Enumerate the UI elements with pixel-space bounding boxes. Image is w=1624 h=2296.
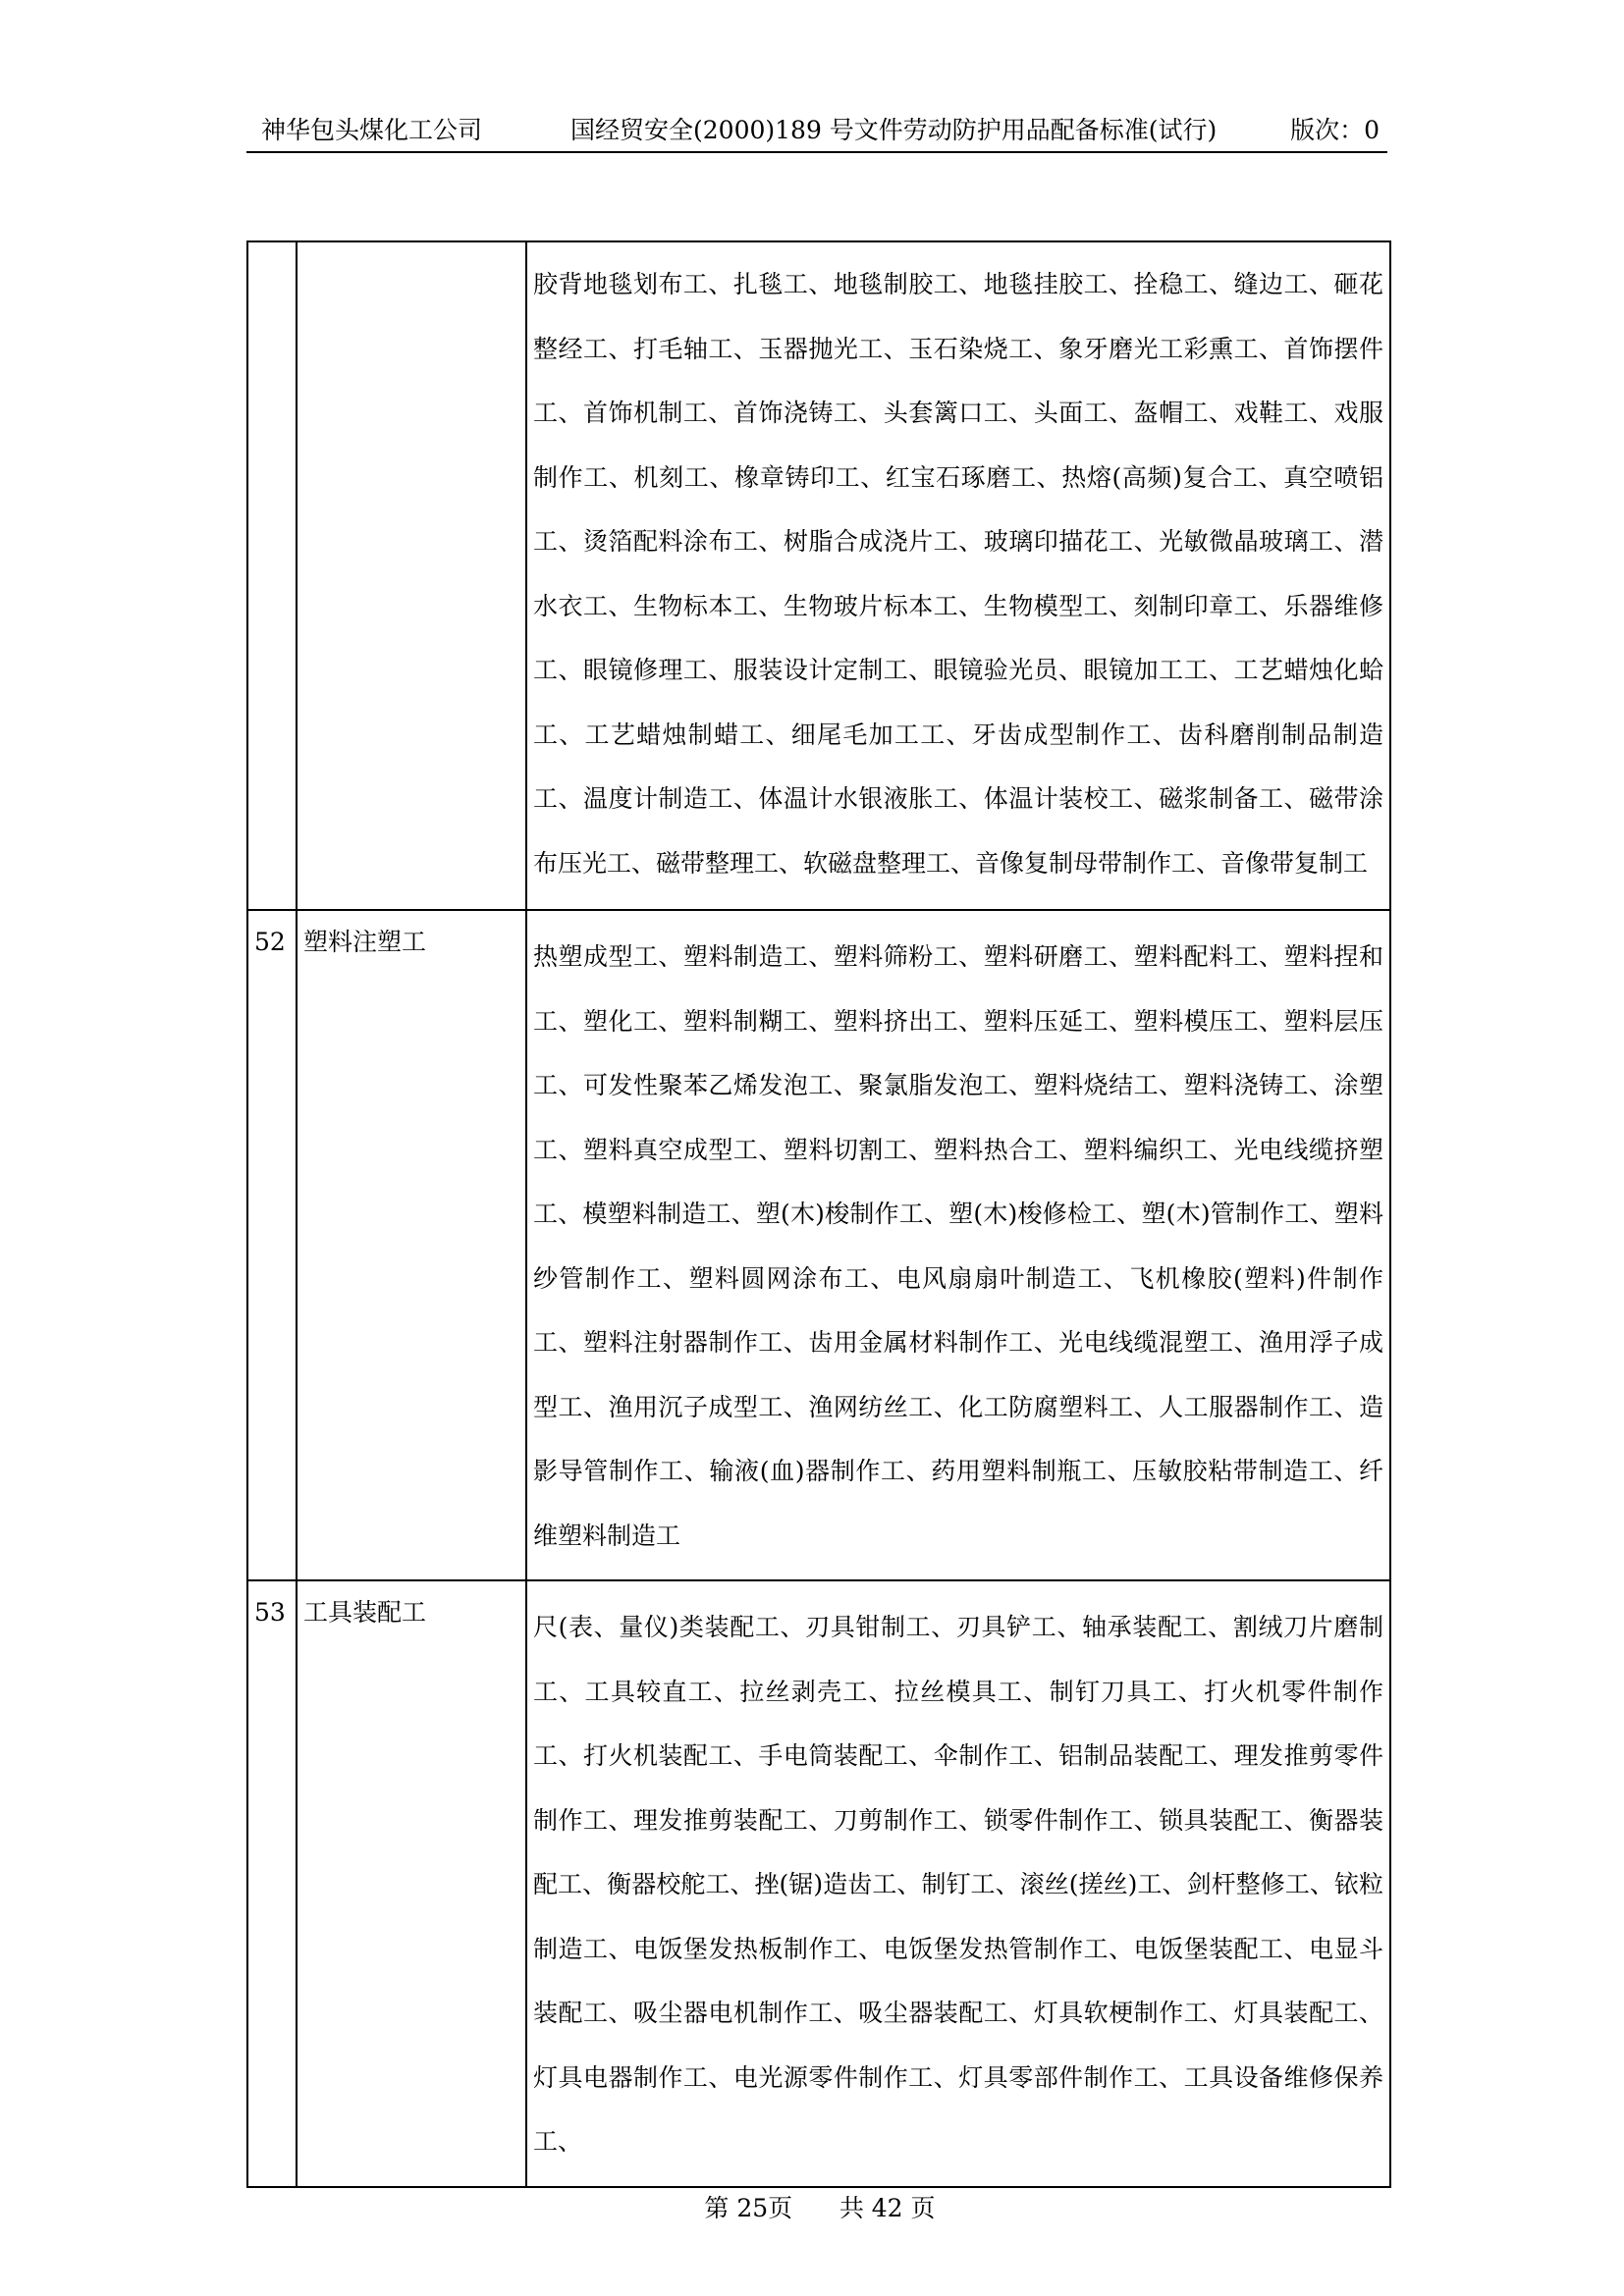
standard-table [246,240,1391,2188]
page-header [246,110,1387,153]
job-name: 工具装配工 [297,1580,526,2187]
row-number [247,241,297,910]
table-row-continued [247,241,1390,910]
job-description-cell [526,910,1390,1580]
job-name: 塑料注塑工 [297,910,526,1580]
page-footer [0,2156,1624,2226]
job-description-cell [526,1580,1390,2187]
job-description: 胶背地毯划布工、扎毯工、地毯制胶工、地毯挂胶工、拴稳工、缝边工、砸花整经工、打毛轴工、玉器抛光工、玉石染烧工、象牙磨光工彩熏工、首饰摆件工、首饰机制工、首饰浇铸工、头套篱口工、头面工、盔帽工、戏鞋工、戏服制作工、机刻工、橡章铸印工、红宝石琢磨工、热熔(高频)复合工、真空喷铝工、烫箔配料涂布工、树脂合成浇片工、玻璃印描花工、光敏微晶玻璃工、潜水衣工、生物标本工、生物玻片标本工、生物模型工、刻制印章工、乐器维修工、眼镜修理工、服装设计定制工、眼镜验光员、眼镜加工工、工艺蜡烛化蛤工、工艺蜡烛制蜡工、细尾毛加工工、牙齿成型制作工、齿科磨削制品制造工、温度计制造工、体温计水银液胀工、体温计装校工、磁浆制备工、磁带涂布压光工、磁带整理工、软磁盘整理工、音像复制母带制作工、音像带复制工 [533,270,1383,878]
job-description: 尺(表、量仪)类装配工、刃具钳制工、刃具铲工、轴承装配工、割绒刀片磨制工、工具较直工、拉丝剥壳工、拉丝模具工、制钉刀具工、打火机零件制作工、打火机装配工、手电筒装配工、伞制作工、铝制品装配工、理发推剪零件制作工、理发推剪装配工、刀剪制作工、锁零件制作工、锁具装配工、衡器装配工、衡器校舵工、挫(锯)造齿工、制钉工、滚丝(搓丝)工、剑杆整修工、铱粒制造工、电饭堡发热板制作工、电饭堡发热管制作工、电饭堡装配工、电显斗装配工、吸尘器电机制作工、吸尘器装配工、灯具软梗制作工、灯具装配工、灯具电器制作工、电光源零件制作工、灯具零部件制作工、工具设备维修保养工、 [533,1613,1383,2156]
row-number: 53 [247,1580,297,2187]
job-description: 热塑成型工、塑料制造工、塑料筛粉工、塑料研磨工、塑料配料工、塑料捏和工、塑化工、塑料制糊工、塑料挤出工、塑料压延工、塑料模压工、塑料层压工、可发性聚苯乙烯发泡工、聚氯脂发泡工、塑料烧结工、塑料浇铸工、涂塑工、塑料真空成型工、塑料切割工、塑料热合工、塑料编织工、光电线缆挤塑工、模塑料制造工、塑(木)梭制作工、塑(木)梭修检工、塑(木)管制作工、塑料纱管制作工、塑料圆网涂布工、电风扇扇叶制造工、飞机橡胶(塑料)件制作工、塑料注射器制作工、齿用金属材料制作工、光电线缆混塑工、渔用浮子成型工、渔用沉子成型工、渔网纺丝工、化工防腐塑料工、人工服器制作工、造影导管制作工、输液(血)器制作工、药用塑料制瓶工、压敏胶粘带制造工、纤维塑料制造工 [533,942,1383,1550]
row-number: 52 [247,910,297,1580]
job-description-cell [526,241,1390,910]
page-number: 第 25页 共 42 页 [704,2194,936,2222]
header-company: 神华包头煤化工公司 [261,116,483,144]
header-document-title: 国经贸安全(2000)189 号文件劳动防护用品配备标准(试行) [570,116,1218,144]
job-name [297,241,526,910]
table-row [247,910,1390,1580]
header-version: 版次：0 [1290,116,1380,144]
table-row [247,1580,1390,2187]
